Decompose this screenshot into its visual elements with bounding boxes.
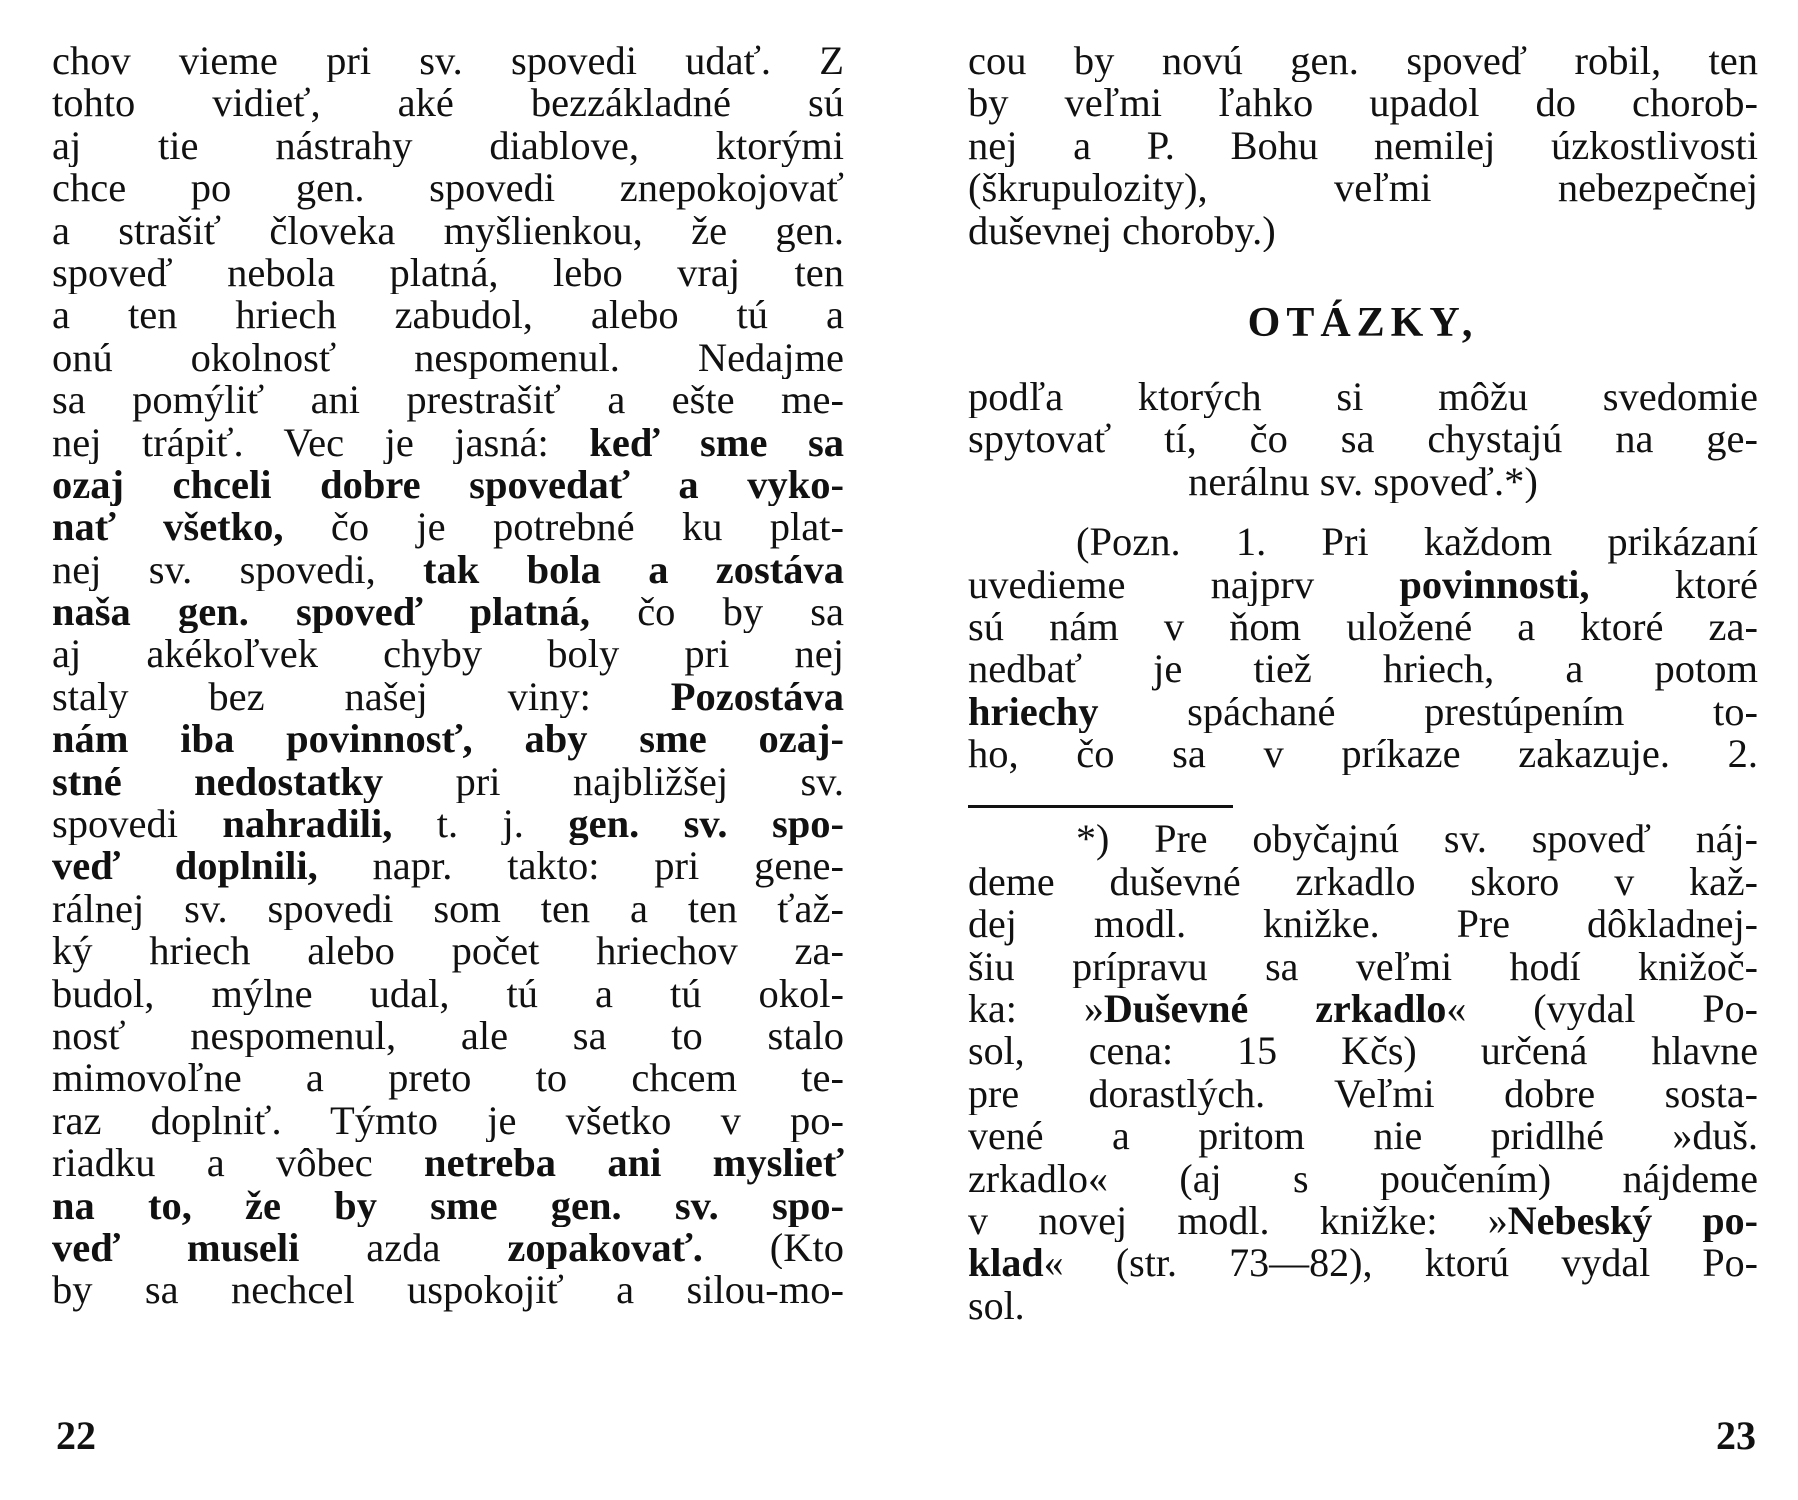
text-run: onú okolnosť nespomenul. Nedajme: [52, 336, 844, 380]
text-run: tohto vidieť, aké bezzákladné sú: [52, 82, 844, 125]
text-line: [52, 1142, 844, 1184]
text-run: cou by novú gen. spoveď robil, ten: [968, 40, 1758, 83]
text-run: nerálnu sv. spoveď.*): [1188, 460, 1538, 504]
text-run: ktoré: [1589, 563, 1758, 606]
bold-text: povinnosti,: [1399, 563, 1590, 606]
footnote-line: [968, 1030, 1758, 1072]
text-run: spytovať tí, čo sa chystajú na ge-: [968, 418, 1758, 461]
footnote-line: [968, 903, 1758, 945]
editor-note: [968, 521, 1758, 775]
text-run: nosť nespomenul, ale sa to stalo: [52, 1014, 844, 1058]
text-run: dej modl. knižke. Pre dôkladnej-: [968, 903, 1758, 946]
text-run: spáchané prestúpením to-: [1098, 690, 1758, 734]
bold-text: veď museli: [52, 1226, 300, 1270]
bold-text: stné nedostatky: [52, 760, 384, 804]
text-line: [52, 40, 844, 82]
text-line: [52, 125, 844, 167]
text-line: [52, 379, 844, 421]
text-line: [968, 125, 1758, 167]
text-line: [52, 591, 844, 633]
bold-text: netreba ani myslieť: [424, 1142, 844, 1185]
bold-text: nať všetko,: [52, 506, 284, 549]
footnote-line: [968, 1073, 1758, 1115]
text-line: [968, 40, 1758, 82]
footnote-line: [968, 1242, 1758, 1284]
text-run: v novej modl. knižke: »: [968, 1199, 1508, 1243]
text-run: pri najbližšej sv.: [383, 760, 844, 804]
text-line: [52, 210, 844, 252]
text-line: [52, 761, 844, 803]
text-run: *) Pre obyčajnú sv. spoveď náj-: [1076, 818, 1758, 861]
text-run: aj akékoľvek chyby boly pri nej: [52, 633, 844, 676]
footnote-line: [968, 1285, 1758, 1327]
text-run: by veľmi ľahko upadol do chorob-: [968, 82, 1758, 125]
text-line: [52, 845, 844, 887]
text-run: napr. takto: pri gene-: [317, 845, 844, 888]
page-number-right: 23: [1716, 1413, 1756, 1458]
text-line: [52, 633, 844, 675]
text-run: pre dorastlých. Veľmi dobre sosta-: [968, 1072, 1758, 1116]
text-line: [52, 1185, 844, 1227]
text-run: sol, cena: 15 Kčs) určená hlavne: [968, 1030, 1758, 1073]
subtitle-line: [968, 461, 1758, 503]
text-run: šiu prípravu sa veľmi hodí knižoč-: [968, 945, 1758, 989]
text-run: spoveď nebola platná, lebo vraj ten: [52, 251, 844, 295]
bold-text: ozaj chceli dobre spovedať a vyko-: [52, 463, 844, 507]
footnote-line: [968, 818, 1758, 860]
text-run: chce po gen. spovedi znepokojovať: [52, 167, 844, 210]
text-run: spovedi: [52, 803, 223, 846]
bold-text: klad: [968, 1242, 1044, 1285]
text-run: nej a P. Bohu nemilej úzkostlivosti: [968, 124, 1758, 168]
bold-text: veď doplnili,: [52, 845, 318, 888]
bold-text: tak bola a zostáva: [423, 548, 844, 592]
footnote-line: [968, 861, 1758, 903]
footnote-line: [968, 1200, 1758, 1242]
bold-text: gen. sv. spo-: [568, 803, 844, 846]
text-run: t. j.: [392, 803, 569, 846]
note-line: [968, 564, 1758, 606]
text-line: [52, 252, 844, 294]
text-run: a strašiť človeka myšlienkou, že gen.: [52, 209, 844, 252]
footnote-line: [968, 988, 1758, 1030]
text-run: sol.: [968, 1284, 1025, 1328]
text-line: [52, 803, 844, 845]
text-run: nej sv. spovedi,: [52, 548, 424, 592]
text-line: [52, 549, 844, 591]
text-line: [52, 294, 844, 336]
section-subtitle: [968, 376, 1758, 503]
text-run: aj tie nástrahy diablove, ktorými: [52, 124, 844, 168]
text-line: [52, 930, 844, 972]
footnote-rule: [968, 805, 1233, 808]
text-line: [52, 718, 844, 760]
subtitle-line: [968, 376, 1758, 418]
text-run: riadku a vôbec: [52, 1142, 425, 1185]
text-run: ho, čo sa v príkaze zakazuje. 2.: [968, 733, 1758, 776]
text-run: mimovoľne a preto to chcem te-: [52, 1057, 844, 1100]
bold-text: Nebeský po-: [1507, 1199, 1758, 1243]
footnote: [968, 818, 1758, 1327]
bold-text: naša gen. spoveď platná,: [52, 591, 591, 634]
text-run: « (vydal Po-: [1446, 988, 1758, 1031]
bold-text: zopakovať.: [507, 1226, 703, 1270]
text-run: nej trápiť. Vec je jasná:: [52, 421, 590, 464]
left-page-text: [52, 40, 844, 1312]
note-line: [968, 648, 1758, 690]
section-heading: OTÁZKY,: [1247, 299, 1479, 346]
text-line: [52, 1227, 844, 1269]
text-run: vené a pritom nie pridlhé »duš.: [968, 1115, 1758, 1158]
text-line: [52, 1100, 844, 1142]
footnote-line: [968, 1115, 1758, 1157]
text-line: [52, 973, 844, 1015]
text-run: staly bez našej viny:: [52, 675, 671, 719]
text-line: [52, 676, 844, 718]
note-line: [968, 606, 1758, 648]
text-line: [968, 82, 1758, 124]
text-run: by sa nechcel uspokojiť a silou-mo-: [52, 1269, 844, 1312]
text-run: sa pomýliť ani prestrašiť a ešte me-: [52, 379, 844, 422]
note-line: [968, 521, 1758, 563]
text-run: azda: [299, 1226, 508, 1270]
text-run: sú nám v ňom uložené a ktoré za-: [968, 605, 1758, 649]
text-run: budol, mýlne udal, tú a tú okol-: [52, 972, 844, 1015]
text-line: [968, 167, 1758, 209]
text-line: [52, 82, 844, 124]
text-line: [52, 464, 844, 506]
text-run: (Pozn. 1. Pri každom prikázaní: [1076, 521, 1758, 564]
note-line: [968, 691, 1758, 733]
bold-text: nám iba povinnosť, aby sme ozaj-: [52, 718, 844, 761]
right-page-intro-text: [968, 40, 1758, 252]
bold-text: Duševné zrkadlo: [1103, 988, 1447, 1031]
footnote-line: [968, 946, 1758, 988]
text-run: chov vieme pri sv. spovedi udať. Z: [52, 40, 844, 83]
footnote-line: [968, 1158, 1758, 1200]
text-run: uvedieme najprv: [968, 563, 1400, 606]
text-run: čo je potrebné ku plat-: [283, 506, 844, 549]
right-page: [968, 40, 1758, 1327]
text-run: deme duševné zrkadlo skoro v kaž-: [968, 860, 1758, 904]
text-line: [52, 337, 844, 379]
note-line: [968, 733, 1758, 775]
text-run: zrkadlo« (aj s poučením) nájdeme: [968, 1157, 1758, 1200]
bold-text: keď sme sa: [589, 421, 844, 464]
text-line: [52, 1015, 844, 1057]
bold-text: nahradili,: [222, 803, 393, 846]
bold-text: Pozostáva: [670, 675, 844, 719]
left-page: [52, 40, 844, 1312]
page-number-left: 22: [56, 1413, 96, 1458]
text-line: [52, 506, 844, 548]
text-line: [52, 167, 844, 209]
text-run: « (str. 73—82), ktorú vydal Po-: [1043, 1242, 1758, 1285]
text-run: duševnej choroby.): [968, 209, 1276, 252]
text-line: [52, 888, 844, 930]
text-line: [968, 210, 1758, 252]
text-run: podľa ktorých si môžu svedomie: [968, 375, 1758, 419]
text-run: nedbať je tiež hriech, a potom: [968, 648, 1758, 691]
text-run: ka: »: [968, 988, 1104, 1031]
text-line: [52, 1057, 844, 1099]
text-run: (Kto: [702, 1226, 844, 1270]
bold-text: hriechy: [968, 690, 1099, 734]
subtitle-line: [968, 418, 1758, 460]
text-run: raz doplniť. Týmto je všetko v po-: [52, 1099, 844, 1143]
text-run: čo by sa: [590, 591, 844, 634]
text-line: [52, 422, 844, 464]
text-run: (škrupulozity), veľmi nebezpečnej: [968, 167, 1758, 210]
text-run: a ten hriech zabudol, alebo tú a: [52, 294, 844, 337]
text-run: rálnej sv. spovedi som ten a ten ťaž-: [52, 887, 844, 931]
text-run: ký hriech alebo počet hriechov za-: [52, 930, 844, 973]
text-line: [52, 1269, 844, 1311]
bold-text: na to, že by sme gen. sv. spo-: [52, 1184, 844, 1227]
